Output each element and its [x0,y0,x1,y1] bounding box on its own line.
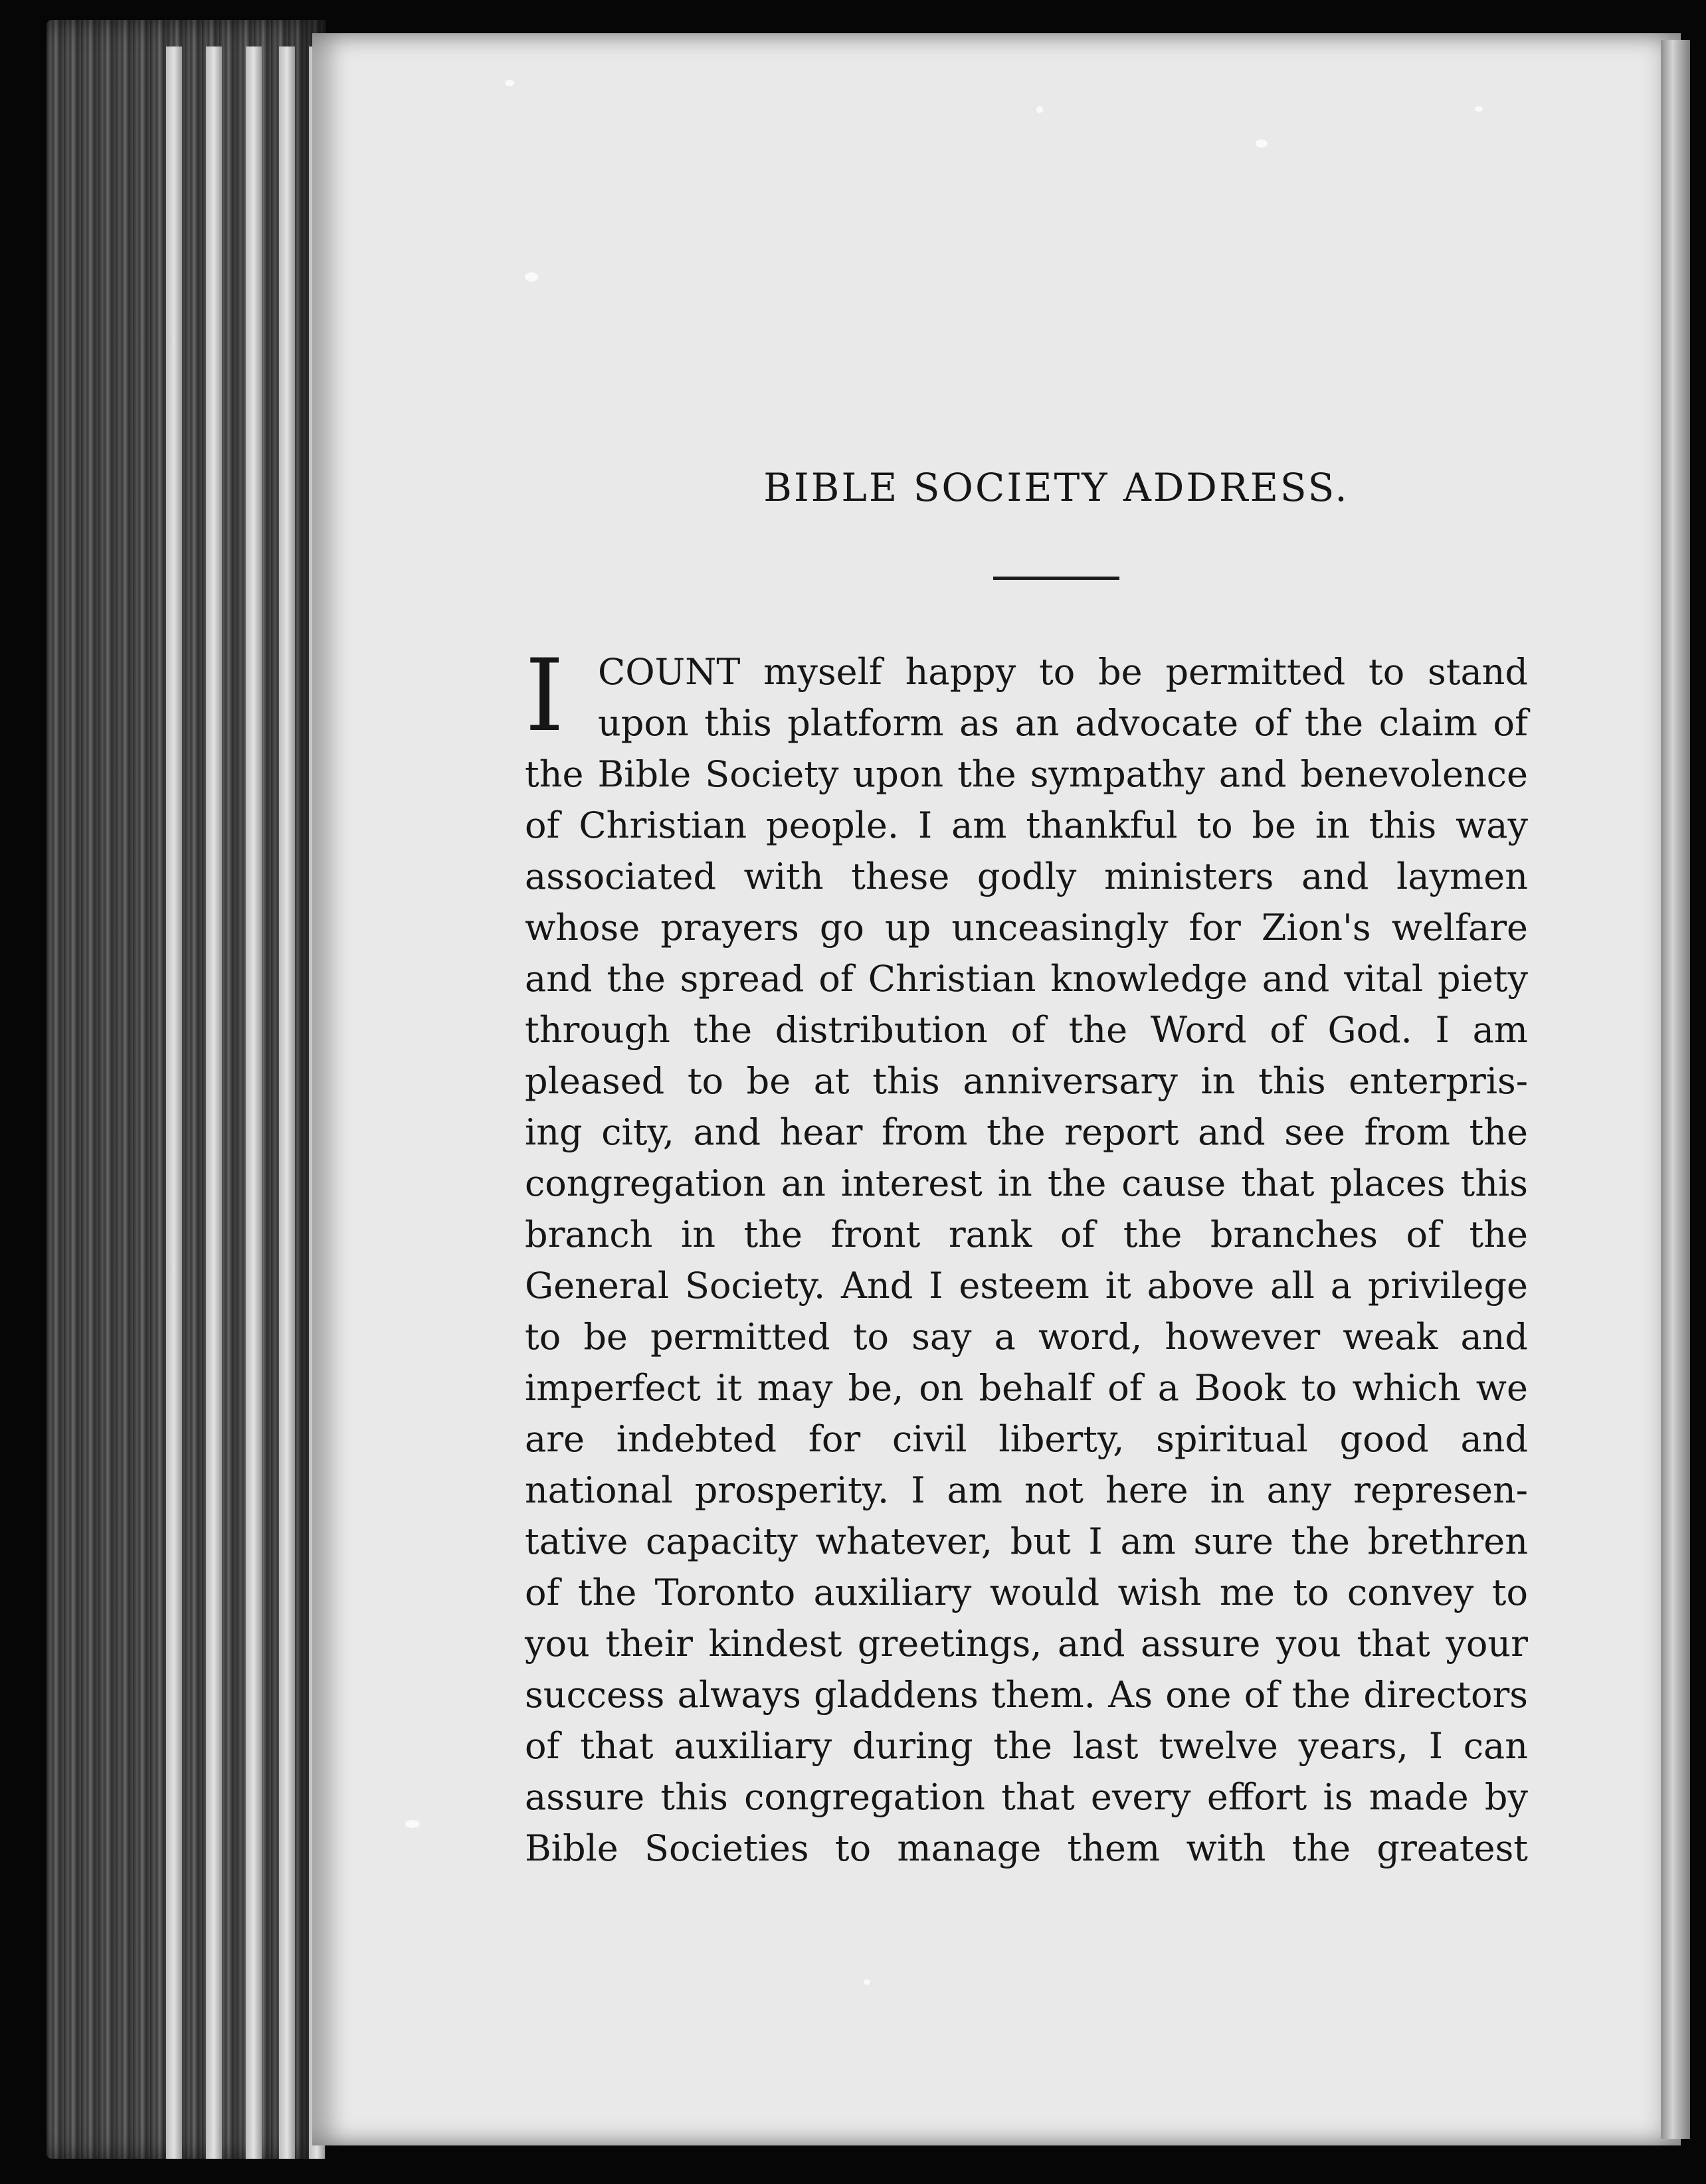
page-right-edge [1661,40,1690,2139]
title-rule [993,577,1119,580]
text-line: national prosperity. I am not here in any represen- [525,1469,1528,1511]
dust-speck [864,1979,870,1985]
dust-speck [505,80,514,86]
text-line: the Bible Society upon the sympathy and benevolence [525,753,1528,795]
text-line: General Society. And I esteem it above all a privilege [525,1265,1528,1307]
text-line: through the distribution of the Word of God. I am [525,1009,1528,1051]
text-line: are indebted for civil liberty, spiritual good and [525,1418,1528,1460]
body-text [525,638,1528,1874]
page-edge-strip [279,46,295,2159]
text-line: whose prayers go up unceasingly for Zion's welfare [525,907,1528,949]
dust-speck [525,272,538,282]
page-edge-strip [166,46,182,2159]
text-line: congregation an interest in the cause that places this [525,1162,1528,1204]
text-line: tative capacity whatever, but I am sure the brethren [525,1520,1528,1562]
page-title: BIBLE SOCIETY ADDRESS. [763,465,1349,510]
text-line: COUNT myself happy to be permitted to stand [598,651,1528,693]
text-line: assure this congregation that every effort is made by [525,1776,1528,1818]
text-line: upon this platform as an advocate of the claim of [598,702,1528,744]
text-line: and the spread of Christian knowledge and vital piety [525,958,1528,1000]
text-block [525,465,1528,1874]
text-line: you their kindest greetings, and assure you that your [525,1623,1528,1665]
text-line: of Christian people. I am thankful to be in this way [525,804,1528,846]
dust-speck [1256,139,1268,147]
drop-cap: I [525,638,565,754]
text-line: of the Toronto auxiliary would wish me to convey to [525,1572,1528,1613]
text-line: of that auxiliary during the last twelve years, I can [525,1725,1528,1767]
text-line: imperfect it may be, on behalf of a Book to which we [525,1367,1528,1409]
text-line: branch in the front rank of the branches of the [525,1214,1528,1255]
book-page-edges [47,20,326,2159]
opening-lines [525,638,1528,754]
dust-speck [405,1820,420,1828]
dust-speck [1475,106,1483,112]
page-edge-strip [206,46,222,2159]
dust-speck [1036,106,1043,113]
text-line: success always gladdens them. As one of the directors [525,1674,1528,1716]
text-line: associated with these godly ministers and laymen [525,856,1528,897]
text-line: Bible Societies to manage them with the greatest [525,1827,1528,1869]
text-line: to be permitted to say a word, however weak and [525,1316,1528,1358]
text-line: pleased to be at this anniversary in this enterpris- [525,1060,1528,1102]
page-edge-strip [246,46,262,2159]
text-line: ing city, and hear from the report and see from the [525,1111,1528,1153]
